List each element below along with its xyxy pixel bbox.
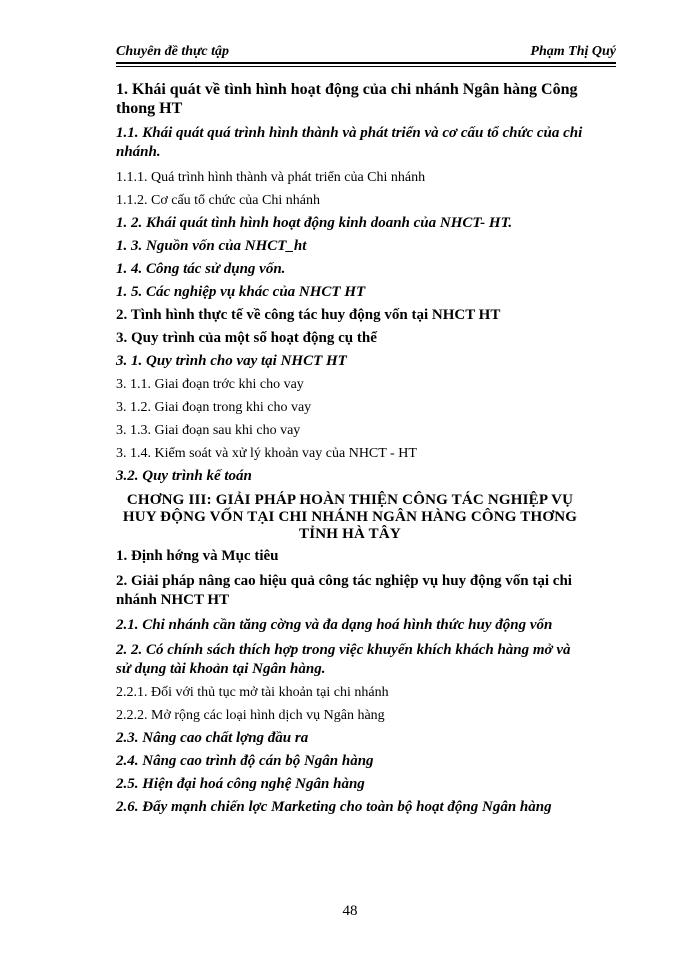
toc-line: 1. Khái quát về tình hình hoạt động của chi nhánh Ngân hàng Công thong HT [116, 81, 578, 117]
page-header [116, 38, 616, 60]
toc-line: 1.1. Khái quát quá trình hình thành và phát triển và cơ cấu tổ chức của chi nhánh. [116, 125, 583, 160]
toc-line: 2.4. Nâng cao trình độ cán bộ Ngân hàng [116, 753, 374, 769]
toc-line: 2.1. Chi nhánh cần tăng cờng và đa dạng hoá hình thức huy động vốn [116, 617, 553, 633]
toc-line: 3. 1. Quy trình cho vay tại NHCT HT [116, 353, 347, 369]
toc-line: 1.1.1. Quá trình hình thành và phát triển của Chi nhánh [116, 170, 426, 185]
toc-line: 2. Tình hình thực tế về công tác huy động vốn tại NHCT HT [116, 307, 501, 323]
toc-line: 3. 1.1. Giai đoạn trớc khi cho vay [116, 377, 304, 392]
toc-content [116, 76, 584, 817]
toc-line: 2.3. Nâng cao chất lợng đầu ra [116, 730, 309, 746]
header-rule-thin [116, 66, 616, 67]
toc-line: 1. 4. Công tác sử dụng vốn. [116, 261, 286, 277]
toc-line: 3. 1.3. Giai đoạn sau khi cho vay [116, 423, 301, 438]
toc-line: 1. 3. Nguồn vốn của NHCT_ht [116, 238, 307, 254]
header-left: Chuyên đề thực tập [116, 44, 230, 59]
toc-line: 3. 1.4. Kiểm soát và xử lý khoản vay của NHCT - HT [116, 446, 417, 461]
toc-line: 1. 2. Khái quát tình hình hoạt động kinh doanh của NHCT- HT. [116, 215, 513, 231]
header-right: Phạm Thị Quý [530, 44, 616, 59]
toc-line: 3.2. Quy trình kế toán [116, 468, 252, 484]
page-number: 48 [342, 903, 358, 919]
toc-line: 1. Định hớng và Mục tiêu [116, 548, 279, 564]
toc-line: 2. 2. Có chính sách thích hợp trong việc khuyến khích khách hàng mở và sử dụng tài khoản tại Ngân hàng. [116, 642, 571, 677]
toc-line: 2.6. Đẩy mạnh chiến lợc Marketing cho toàn bộ hoạt động Ngân hàng [116, 799, 552, 815]
toc-line: 2. Giải pháp nâng cao hiệu quả công tác nghiệp vụ huy động vốn tại chi nhánh NHCT HT [116, 573, 572, 608]
chapter-heading: CHƠNG III: GIẢI PHÁP HOÀN THIỆN CÔNG TÁC NGHIỆP VỤ HUY ĐỘNG VỐN TẠI CHI NHÁNH NGÂN HÀNG CÔNG THƠNG TỈNH HÀ TÂY [122, 492, 578, 542]
header-rule [116, 62, 616, 64]
toc-line: 2.2.1. Đối với thủ tục mở tài khoản tại chi nhánh [116, 685, 389, 700]
toc-line: 3. Quy trình của một số hoạt động cụ thể [116, 330, 377, 346]
toc-line: 1. 5. Các nghiệp vụ khác của NHCT HT [116, 284, 366, 300]
toc-line: 1.1.2. Cơ cấu tổ chức của Chi nhánh [116, 193, 320, 208]
toc-line: 2.2.2. Mở rộng các loại hình dịch vụ Ngân hàng [116, 708, 385, 723]
toc-line: 3. 1.2. Giai đoạn trong khi cho vay [116, 400, 312, 415]
toc-line: 2.5. Hiện đại hoá công nghệ Ngân hàng [116, 776, 365, 792]
